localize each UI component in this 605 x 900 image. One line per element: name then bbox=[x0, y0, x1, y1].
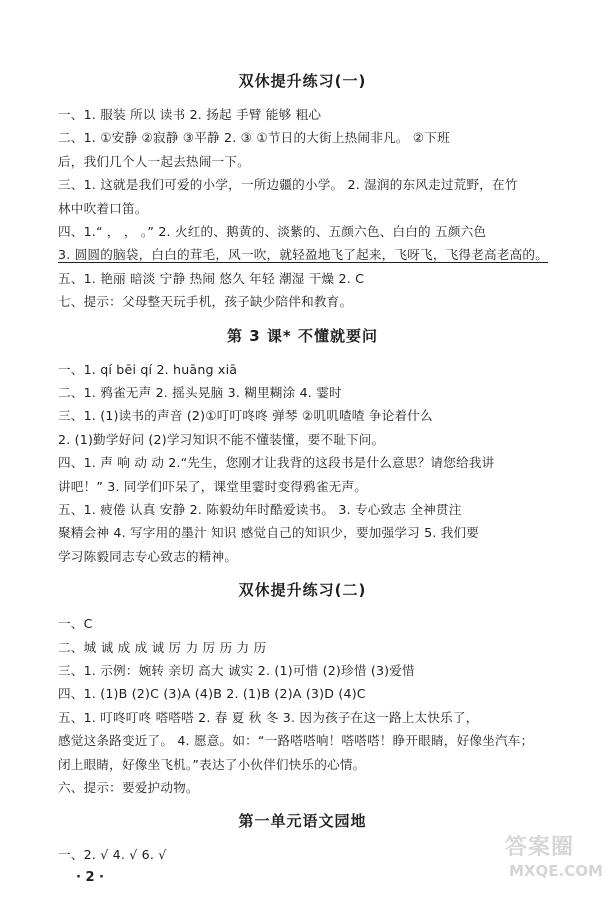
answer-line: 2. (1)勤学好问 (2)学习知识不能不懂装懂，要不耻下问。 bbox=[58, 431, 385, 447]
answer-line: 林中吹着口笛。 bbox=[58, 200, 148, 216]
watermark-text: 答案圈 bbox=[505, 835, 575, 860]
answer-line: 二、城 诚 成 成 诚 厉 力 厉 历 力 历 bbox=[58, 639, 267, 655]
section-title: 双休提升练习(二) bbox=[238, 581, 367, 600]
answer-line: 感觉这条路变近了。 4. 愿意。如：“一路嗒嗒响！嗒嗒嗒！睁开眼睛，好像坐汽车； bbox=[58, 733, 534, 749]
section-title: 双休提升练习(一) bbox=[238, 72, 367, 90]
answer-line: 一、1. 服装 所以 读书 2. 扬起 手臂 能够 粗心 bbox=[58, 107, 322, 122]
section-title: 第一单元语文园地 bbox=[238, 812, 367, 831]
answer-line: 七、提示：父母整天玩手机，孩子缺少陪伴和教育。 bbox=[58, 294, 353, 310]
answer-line: 三、1. (1)读书的声音 (2)①叮叮咚咚 弹琴 ②叽叽喳喳 争论着什么 bbox=[58, 408, 433, 424]
answer-line: 聚精会神 4. 写字用的墨汁 知识 感觉自己的知识少，要加强学习 5. 我们要 bbox=[58, 525, 480, 541]
answer-line: 五、1. 叮咚叮咚 嗒嗒嗒 2. 春 夏 秋 冬 3. 因为孩子在这一路上太快乐了， bbox=[58, 709, 479, 725]
answer-line: 学习陈毅同志专心致志的精神。 bbox=[58, 548, 238, 564]
answer-line: 讲吧！” 3. 同学们吓呆了，课堂里霎时变得鸦雀无声。 bbox=[58, 478, 368, 494]
answer-line: 闭上眼睛，好像坐飞机。”表达了小伙伴们快乐的心情。 bbox=[58, 756, 366, 772]
answer-line: 五、1. 艳丽 暗淡 宁静 热闹 悠久 年轻 潮湿 干燥 2. C bbox=[58, 270, 365, 286]
answer-line: 一、1. qí bēi qí 2. huāng xiā bbox=[58, 361, 238, 377]
answer-line: 后，我们几个人一起去热闹一下。 bbox=[58, 153, 250, 169]
answer-line: 四、1. 声 响 动 动 2.“先生，您刚才让我背的这段书是什么意思？请您给我讲 bbox=[58, 455, 495, 471]
answer-line: 二、1. ①安静 ②寂静 ③平静 2. ③ ①节日的大街上热闹非凡。 ②下班 bbox=[58, 130, 450, 146]
answer-line-underlined: 3. 圆圆的脑袋，白白的茸毛，风一吹，就轻盈地飞了起来，飞呀飞，飞得老高老高的。 bbox=[58, 247, 548, 263]
answer-line: 三、1. 这就是我们可爱的小学，一所边疆的小学。 2. 湿润的东风走过荒野，在竹 bbox=[58, 177, 518, 193]
answer-line: 五、1. 疲倦 认真 安静 2. 陈毅幼年时酷爱读书。 3. 专心致志 全神贯注 bbox=[58, 502, 462, 517]
answer-line: 三、1. 示例：婉转 亲切 高大 诚实 2. (1)可惜 (2)珍惜 (3)爱惜 bbox=[58, 663, 415, 678]
answer-line: 一、2. √ 4. √ 6. √ bbox=[58, 847, 167, 863]
answer-line: 六、提示：要爱护动物。 bbox=[58, 780, 199, 795]
watermark-url: MXQE.COM bbox=[509, 862, 603, 880]
watermark-logo bbox=[505, 830, 603, 890]
page-number: · 2 · bbox=[76, 869, 104, 885]
answer-line: 四、1. (1)B (2)C (3)A (4)B 2. (1)B (2)A (3)D (4)C bbox=[58, 686, 366, 702]
answer-line: 二、1. 鸦雀无声 2. 摇头晃脑 3. 糊里糊涂 4. 霎时 bbox=[58, 385, 342, 400]
answer-line: 一、C bbox=[58, 616, 93, 632]
answer-line: 四、1.“ ， ， 。” 2. 火红的、鹅黄的、淡紫的、五颜六色、白白的 五颜六色 bbox=[58, 224, 487, 239]
section-title: 第 3 课* 不懂就要问 bbox=[227, 326, 378, 345]
